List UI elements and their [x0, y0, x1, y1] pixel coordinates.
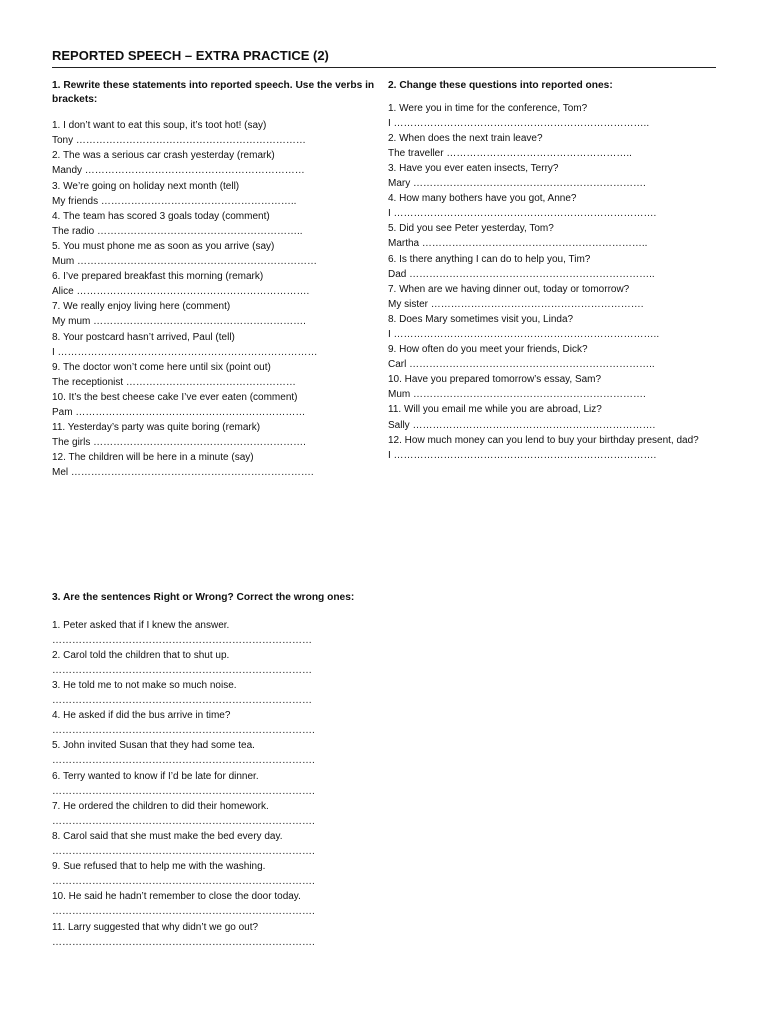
exercise-question: 9. How often do you meet your friends, Dick? [388, 344, 588, 356]
answer-line: ……………………………………………………………………. [52, 785, 315, 797]
exercise-question: 10. It’s the best cheese cake I’ve ever eaten (comment) [52, 391, 298, 403]
exercise-question: 3. He told me to not make so much noise. [52, 680, 237, 691]
answer-line: The traveller ……………………………………………….. [388, 147, 632, 159]
answer-line: ……………………………………………………………………. [52, 755, 315, 767]
exercise-question: 10. He said he hadn’t remember to close the door today. [52, 891, 301, 903]
exercise-question: 4. The team has scored 3 goals today (comment) [52, 210, 270, 222]
exercise-question: 12. The children will be here in a minute (say) [52, 452, 254, 464]
answer-line: ……………………………………………………………………. [52, 815, 315, 827]
section-1-heading: 1. Rewrite these statements into reported speech. Use the verbs in brackets: [52, 80, 375, 105]
exercise-question: 9. Sue refused that to help me with the washing. [52, 861, 266, 873]
exercise-question: 6. Terry wanted to know if I’d be late for dinner. [52, 770, 259, 782]
section-3-items [52, 619, 382, 951]
section-2-items [388, 101, 718, 463]
section-3-heading: 3. Are the sentences Right or Wrong? Correct the wrong ones: [52, 592, 355, 603]
answer-line: I ……………………………………………………………………. [388, 208, 657, 220]
answer-line: …………………………………………………………………… [52, 634, 312, 646]
answer-line: Pam …………………………………………………………… [52, 406, 306, 418]
answer-line: The girls ………………………………………………………. [52, 437, 306, 449]
section-2-heading: 2. Change these questions into reported ones: [388, 80, 613, 91]
exercise-question: 8. Carol said that she must make the bed every day. [52, 831, 283, 843]
answer-line: ……………………………………………………………………. [52, 876, 315, 888]
exercise-question: 1. Were you in time for the conference, Tom? [388, 102, 588, 114]
answer-line: …………………………………………………………………… [52, 695, 312, 706]
exercise-question: 4. How many bothers have you got, Anne? [388, 193, 577, 205]
exercise-question: 3. Have you ever eaten insects, Terry? [388, 162, 559, 174]
answer-line: …………………………………………………………………… [52, 664, 312, 676]
exercise-question: 5. John invited Susan that they had some tea. [52, 740, 255, 752]
answer-line: Tony …………………………………………………………… [52, 135, 306, 147]
answer-line: My friends ………………………………………………….. [52, 195, 297, 207]
answer-line: The radio …………………………………………………….. [52, 225, 303, 237]
exercise-question: 8. Does Mary sometimes visit you, Linda? [388, 313, 574, 325]
answer-line: Mum ……………………………………………………………. [388, 389, 646, 401]
section-1 [52, 79, 382, 480]
exercise-question: 5. Did you see Peter yesterday, Tom? [388, 223, 554, 235]
exercise-question: 6. Is there anything I can do to help you, Tim? [388, 253, 591, 265]
exercise-question: 4. He asked if did the bus arrive in time? [52, 710, 231, 722]
exercise-question: 1. Peter asked that if I knew the answer. [52, 619, 230, 631]
answer-line: Mum ……………………………………………………………… [52, 256, 317, 268]
answer-line: My sister ………………………………………………………. [388, 298, 644, 310]
exercise-question: 7. We really enjoy living here (comment) [52, 301, 231, 313]
exercise-question: 5. You must phone me as soon as you arrive (say) [52, 240, 275, 252]
exercise-question: 7. He ordered the children to did their homework. [52, 800, 269, 812]
answer-line: Mel ………………………………………………………………. [52, 467, 314, 479]
exercise-question: 1. I don’t want to eat this soup, it’s toot hot! (say) [52, 120, 267, 132]
exercise-question: 11. Yesterday’s party was quite boring (remark) [52, 422, 261, 434]
answer-line: Carl ……………………………………………………………….. [388, 359, 655, 371]
exercise-question: 12. How much money can you lend to buy your birthday present, dad? [388, 434, 699, 446]
exercise-question: 11. Larry suggested that why didn’t we go out? [52, 921, 259, 933]
answer-line: I …………………………………………………………………….. [388, 329, 660, 340]
answer-line: ……………………………………………………………………. [52, 906, 315, 918]
answer-line: Martha ………………………………………………………….. [388, 238, 648, 250]
answer-line: ……………………………………………………………………. [52, 725, 315, 737]
exercise-question: 2. The was a serious car crash yesterday (remark) [52, 150, 275, 162]
answer-line: My mum ………………………………………………………. [52, 316, 306, 328]
section-3 [52, 591, 382, 951]
exercise-question: 9. The doctor won’t come here until six (point out) [52, 361, 271, 373]
exercise-question: 3. We’re going on holiday next month (tell) [52, 180, 240, 192]
answer-line: I ………………………………………………………………….. [388, 117, 650, 129]
answer-line: The receptionist …………………………………………… [52, 376, 296, 388]
answer-line: Sally ………………………………………………………………. [388, 419, 656, 431]
answer-line: ……………………………………………………………………. [52, 846, 315, 858]
page-title: REPORTED SPEECH – EXTRA PRACTICE (2) [52, 47, 716, 68]
section-1-items [52, 118, 382, 480]
answer-line: Mandy ………………………………………………………… [52, 165, 305, 177]
section-2 [388, 79, 718, 463]
exercise-question: 7. When are we having dinner out, today or tomorrow? [388, 283, 630, 295]
answer-line: I ……………………………………………………………………. [388, 449, 657, 461]
exercise-question: 11. Will you email me while you are abroad, Liz? [388, 404, 602, 416]
exercise-question: 10. Have you prepared tomorrow’s essay, Sam? [388, 374, 602, 386]
exercise-question: 8. Your postcard hasn’t arrived, Paul (tell) [52, 331, 235, 343]
exercise-question: 6. I’ve prepared breakfast this morning (remark) [52, 271, 264, 283]
answer-line: ……………………………………………………………………. [52, 936, 315, 948]
answer-line: Dad ……………………………………………………………….. [388, 268, 655, 280]
exercise-question: 2. Carol told the children that to shut up. [52, 649, 230, 661]
answer-line: Alice ……………………………………………………………. [52, 286, 310, 298]
answer-line: Mary ……………………………………………………………. [388, 178, 646, 190]
answer-line: I …………………………………………………………………… [52, 346, 318, 358]
exercise-question: 2. When does the next train leave? [388, 132, 543, 144]
